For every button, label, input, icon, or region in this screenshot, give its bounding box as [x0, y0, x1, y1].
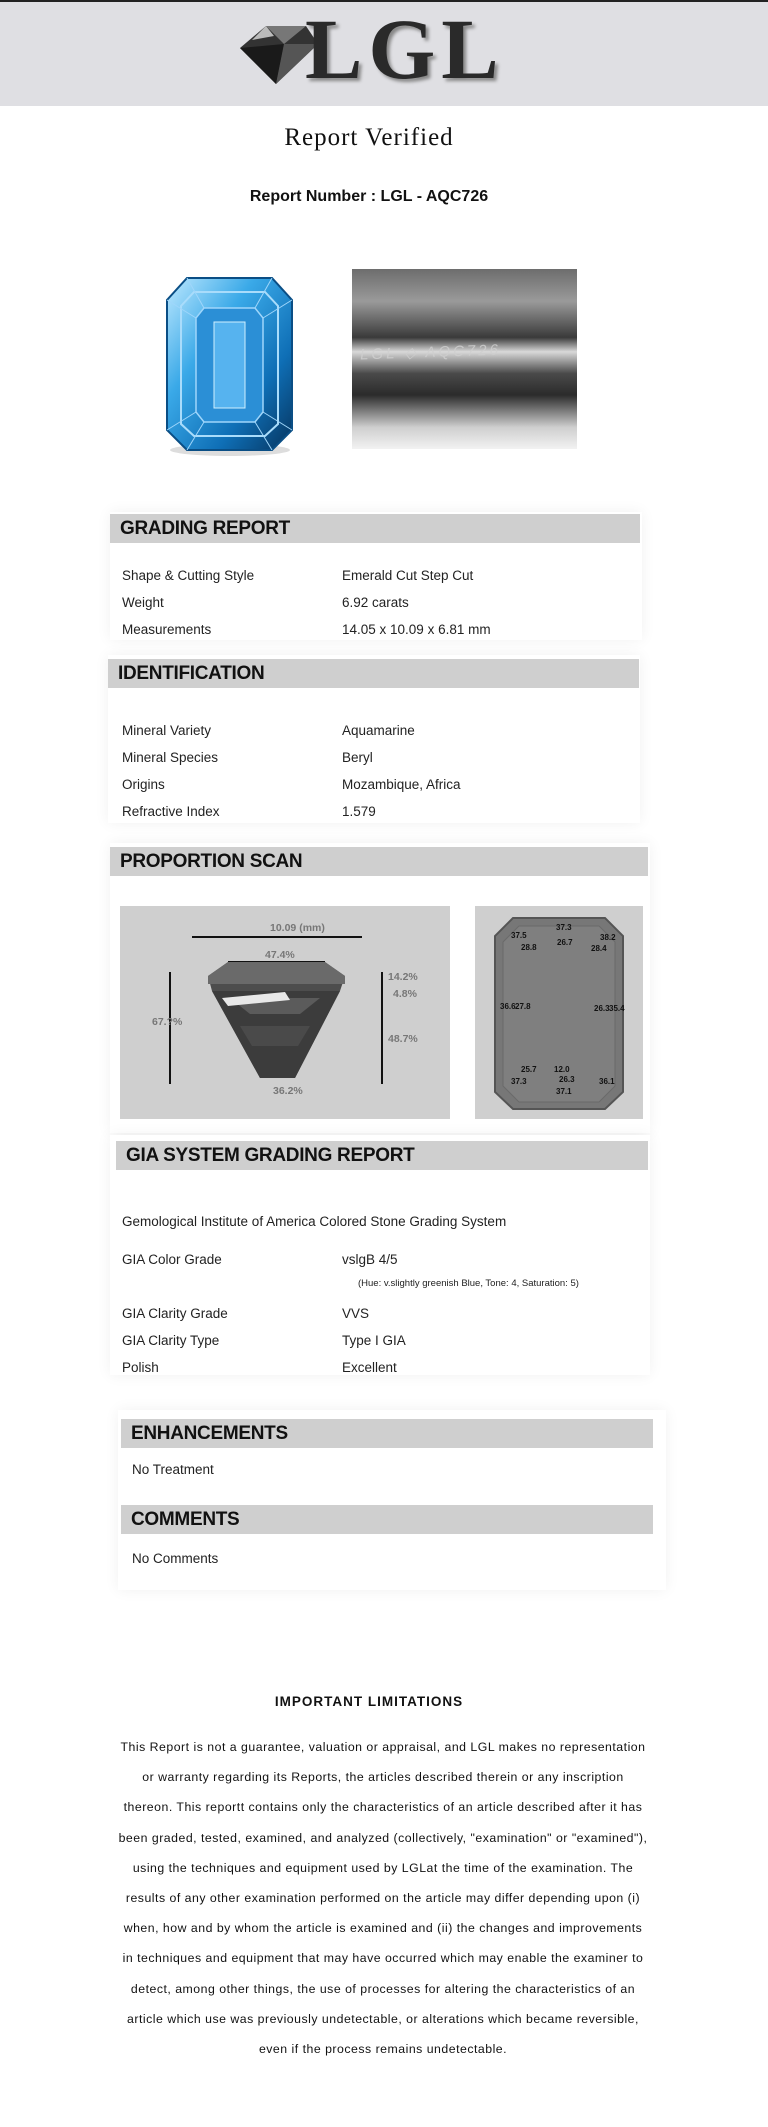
- top-n-14: 26.3: [559, 1075, 575, 1084]
- proportion-heading: PROPORTION SCAN: [110, 847, 648, 876]
- gia-label-polish: Polish: [122, 1360, 159, 1375]
- id-value-ri: 1.579: [342, 804, 376, 819]
- gia-value-polish: Excellent: [342, 1360, 397, 1375]
- gia-color-note: (Hue: v.slightly greenish Blue, Tone: 4, Saturation: 5): [358, 1278, 579, 1289]
- top-n-6: 28.4: [591, 944, 607, 953]
- grading-label-measurements: Measurements: [122, 622, 212, 637]
- id-value-variety: Aquamarine: [342, 723, 415, 738]
- top-n-10: 35.4: [609, 1004, 625, 1013]
- top-n-4: 28.8: [521, 943, 537, 952]
- grading-heading: GRADING REPORT: [110, 514, 640, 543]
- gia-heading: GIA SYSTEM GRADING REPORT: [116, 1141, 648, 1170]
- gia-intro: Gemological Institute of America Colored Stone Grading System: [122, 1214, 507, 1229]
- comments-heading: COMMENTS: [121, 1505, 653, 1534]
- gia-label-color: GIA Color Grade: [122, 1252, 222, 1267]
- id-label-ri: Refractive Index: [122, 804, 220, 819]
- gia-label-clarity-type: GIA Clarity Type: [122, 1333, 220, 1348]
- depth-pct: 67.?%: [152, 1016, 183, 1028]
- id-label-variety: Mineral Variety: [122, 723, 212, 738]
- page-title: Report Verified: [284, 124, 454, 151]
- top-n-2: 37.3: [556, 923, 572, 932]
- grading-label-shape: Shape & Cutting Style: [122, 568, 255, 583]
- report-number: Report Number : LGL - AQC726: [249, 188, 489, 205]
- gemstone-image: [132, 270, 327, 460]
- enhancements-heading: ENHANCEMENTS: [121, 1419, 653, 1448]
- id-label-species: Mineral Species: [122, 750, 219, 765]
- logo-wordmark: LGL: [305, 1, 505, 97]
- limitations-body: This Report is not a guarantee, valuation or appraisal, and LGL makes no representation or warranty regarding its Reports, the articles described therein or any inscription thereon. This reportt contains only the characteristics of an article described after it has been graded, tested, examined, and analyzed (collectively, "examination" or "examined"), using the techniques and equipment used by LGLat the time of the examination. The results of any other examination performed on the article may differ depending upon (i) when, how and by whom the article is examined and (ii) the changes and improvements in techniques and equipment that may have occurred which may enable the examiner to detect, among other things, the use of processes for altering the characteristics of an article which use was previously undetectable, or alterations which became reversible, even if the process remains undetectable.: [118, 1740, 648, 2057]
- enhancements-text: No Treatment: [132, 1462, 214, 1477]
- girdle-pct: 4.8%: [393, 988, 417, 1000]
- grading-value-measurements: 14.05 x 10.09 x 6.81 mm: [342, 622, 491, 637]
- comments-text: No Comments: [132, 1551, 219, 1566]
- gia-value-clarity-type: Type I GIA: [342, 1333, 406, 1348]
- top-n-11: 25.7: [521, 1065, 537, 1074]
- grading-value-shape: Emerald Cut Step Cut: [342, 568, 474, 583]
- identification-heading: IDENTIFICATION: [108, 659, 639, 688]
- crown-pct: 14.2%: [388, 971, 418, 983]
- gia-value-clarity: VVS: [342, 1306, 370, 1321]
- top-view-diagram: [475, 906, 643, 1119]
- width-label: 10.09 (mm): [270, 922, 325, 934]
- id-value-species: Beryl: [342, 750, 373, 765]
- limitations-heading: IMPORTANT LIMITATIONS: [274, 1694, 464, 1709]
- top-n-13: 37.3: [511, 1077, 527, 1086]
- pavilion-pct: 48.7%: [388, 1033, 418, 1045]
- top-n-8: 27.8: [515, 1002, 531, 1011]
- table-pct: 47.4%: [265, 949, 295, 961]
- top-n-9: 26.3: [594, 1004, 610, 1013]
- top-n-12: 12.0: [554, 1065, 570, 1074]
- inscription-text: LGL ◇ AQC726: [359, 341, 502, 364]
- id-value-origins: Mozambique, Africa: [342, 777, 461, 792]
- id-label-origins: Origins: [122, 777, 165, 792]
- top-n-3: 38.2: [600, 933, 616, 942]
- gia-label-clarity: GIA Clarity Grade: [122, 1306, 228, 1321]
- grading-label-weight: Weight: [122, 595, 164, 610]
- grading-value-weight: 6.92 carats: [342, 595, 409, 610]
- top-n-7: 36.6: [500, 1002, 516, 1011]
- top-n-16: 37.1: [556, 1087, 572, 1096]
- top-n-1: 37.5: [511, 931, 527, 940]
- top-n-5: 26.7: [557, 938, 573, 947]
- top-n-15: 36.1: [599, 1077, 615, 1086]
- gia-value-color: vslgB 4/5: [342, 1252, 398, 1267]
- culet-pct: 36.2%: [273, 1085, 303, 1097]
- profile-diagram: [120, 906, 450, 1119]
